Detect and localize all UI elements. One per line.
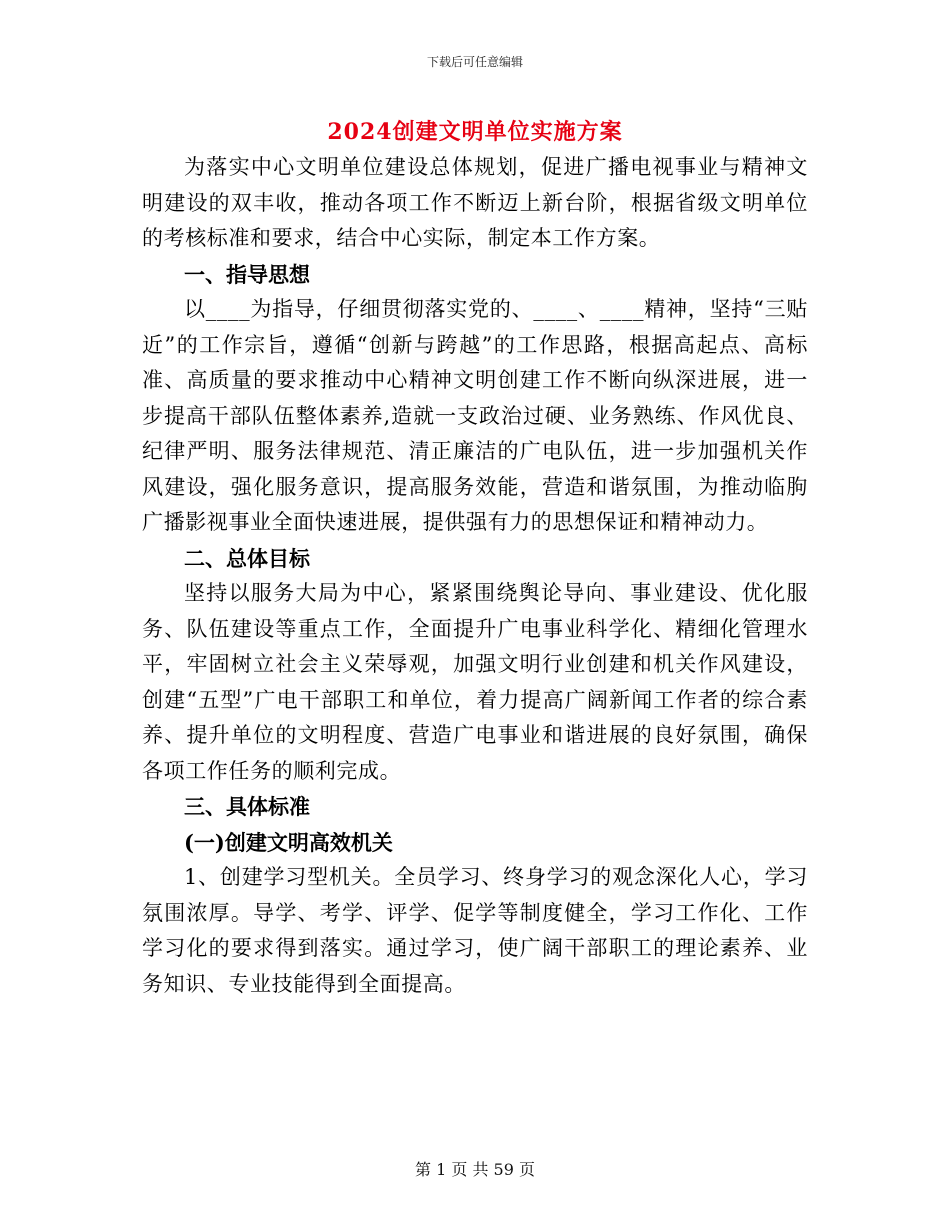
header-note: 下载后可任意编辑 <box>426 55 523 69</box>
section-heading-specific-standards: 三、具体标准 <box>184 794 310 819</box>
guiding-ideology-paragraph: 以____为指导，仔细贯彻落实党的、____、____精神，坚持“三贴近”的工作宗旨，遵循“创新与跨越”的工作思路，根据高起点、高标准、高质量的要求推动中心精神文明创建工作不断向纵深进展，进一步提高干部队伍整体素养,造就一支政治过硬、业务熟练、作风优良、纪律严明、服务法律规范、清正廉洁的广电队伍，进一步加强机关作风建设，强化服务意识，提高服务效能，营造和谐氛围，为推动临朐广播影视事业全面快速进展，提供强有力的思想保证和精神动力。 <box>142 297 808 534</box>
subsection-heading-civilized-efficient-office: (一)创建文明高效机关 <box>184 829 393 855</box>
document-body <box>142 150 808 1002</box>
overall-goal-paragraph: 坚持以服务大局为中心，紧紧围绕舆论导向、事业建设、优化服务、队伍建设等重点工作，全面提升广电事业科学化、精细化管理水平，牢固树立社会主义荣辱观，加强文明行业创建和机关作风建设，创建“五型”广电干部职工和单位，着力提高广阔新闻工作者的综合素养、提升单位的文明程度、营造广电事业和谐进展的良好氛围，确保各项工作任务的顺利完成。 <box>142 581 808 783</box>
section-heading-guiding-ideology: 一、指导思想 <box>184 261 310 287</box>
section-heading-overall-goal: 二、总体目标 <box>184 545 310 571</box>
page-footer: 第 1 页 共 59 页 <box>415 1160 535 1179</box>
document-title: 2024创建文明单位实施方案 <box>327 119 623 145</box>
learning-office-paragraph: 1、创建学习型机关。全员学习、终身学习的观念深化人心，学习氛围浓厚。导学、考学、评学、促学等制度健全，学习工作化、工作学习化的要求得到落实。通过学习，使广阔干部职工的理论素养、业务知识、专业技能得到全面提高。 <box>142 865 808 996</box>
intro-paragraph: 为落实中心文明单位建设总体规划，促进广播电视事业与精神文明建设的双丰收，推动各项工作不断迈上新台阶，根据省级文明单位的考核标准和要求，结合中心实际，制定本工作方案。 <box>142 155 808 250</box>
